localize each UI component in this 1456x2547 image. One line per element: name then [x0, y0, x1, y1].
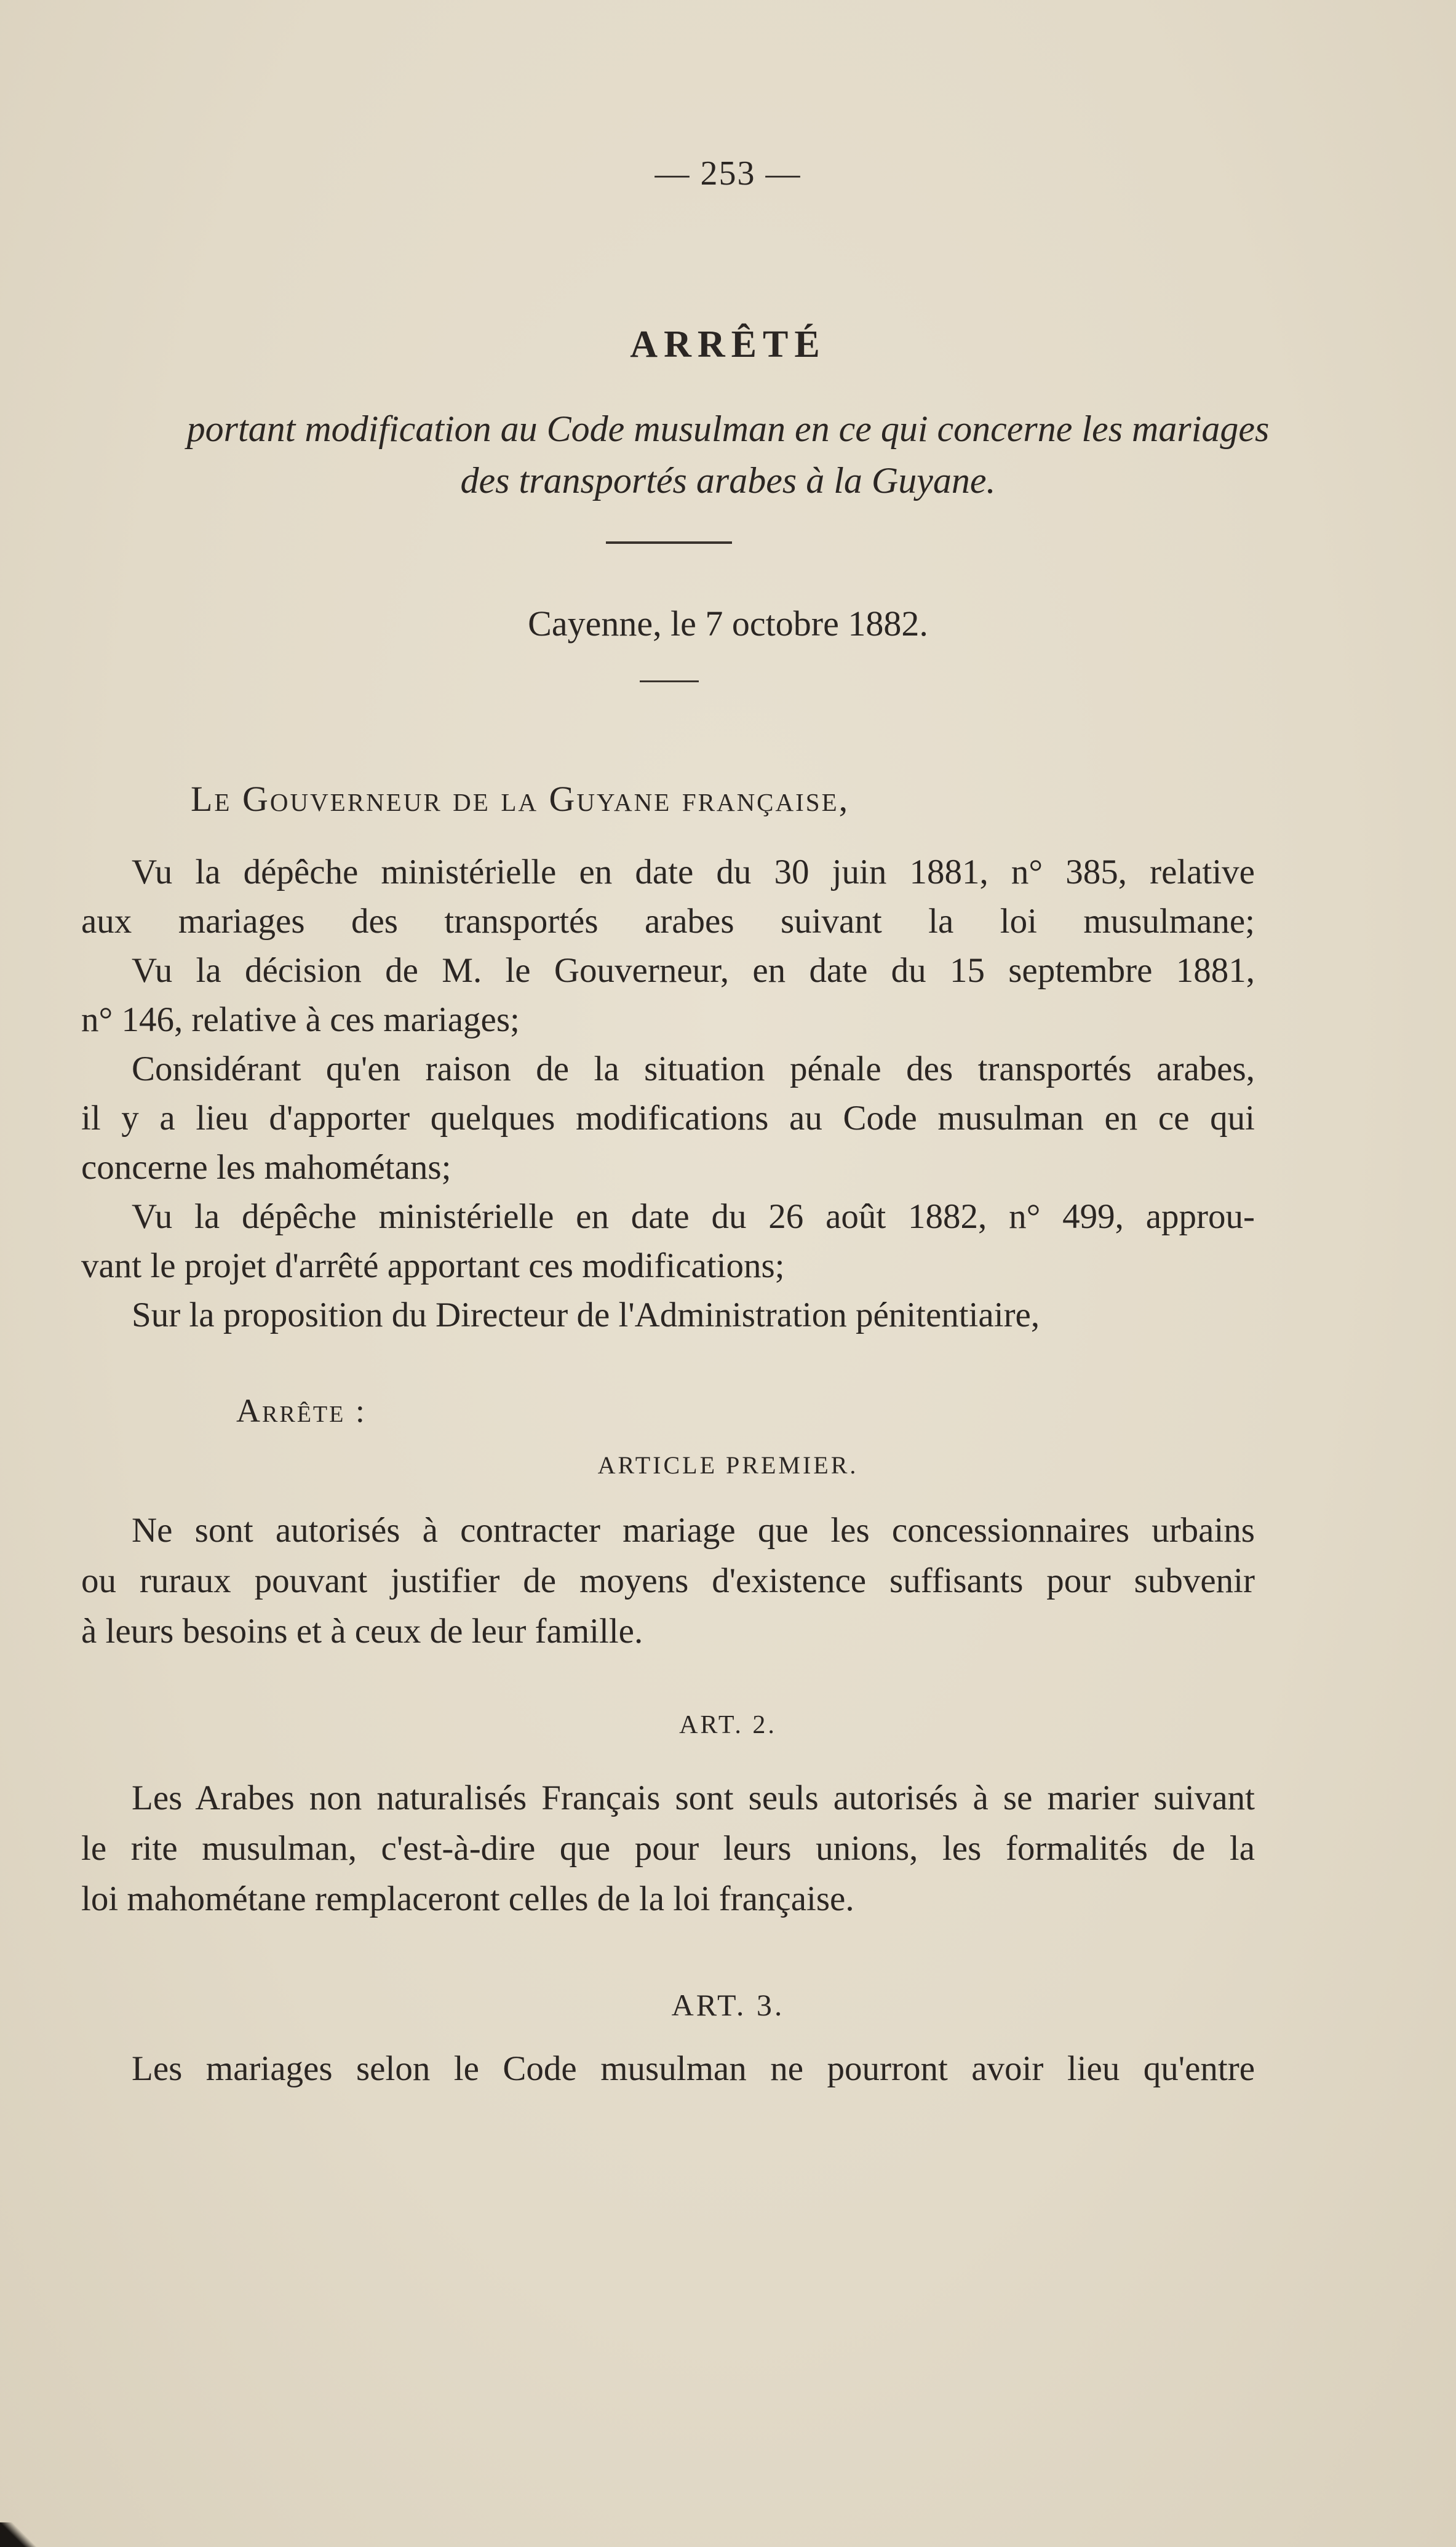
- preamble-line: Considérant qu'en raison de la situation pénale des transportés arabes,: [132, 1050, 1255, 1088]
- divider-rule-short: [640, 680, 699, 682]
- article-premier-line: ou ruraux pouvant justifier de moyens d'existence suffisants pour subvenir: [81, 1561, 1255, 1600]
- page-number: — 253 —: [654, 154, 802, 193]
- preamble-line: n° 146, relative à ces mariages;: [81, 1000, 520, 1039]
- preamble-line: vant le projet d'arrêté apportant ces modifications;: [81, 1246, 785, 1285]
- document-subtitle: [0, 403, 1456, 506]
- preamble-line: Vu la dépêche ministérielle en date du 30 juin 1881, n° 385, relative: [132, 853, 1255, 891]
- article-premier-line: à leurs besoins et à ceux de leur famille.: [81, 1612, 643, 1651]
- scan-corner-shadow: [0, 2522, 37, 2547]
- place-date: Cayenne, le 7 octobre 1882.: [528, 604, 928, 644]
- article-2-line: loi mahométane remplaceront celles de la loi française.: [81, 1879, 854, 1918]
- preamble-line: Vu la décision de M. le Gouverneur, en date du 15 septembre 1881,: [132, 951, 1255, 990]
- subtitle-line-1: portant modification au Code musulman en ce qui concerne les mariages: [186, 409, 1270, 449]
- divider-rule: [606, 541, 732, 544]
- article-2-line: le rite musulman, c'est-à-dire que pour leurs unions, les formalités de la: [81, 1829, 1255, 1868]
- preamble-line: concerne les mahométans;: [81, 1148, 452, 1187]
- subtitle-line-2: des transportés arabes à la Guyane.: [460, 460, 996, 501]
- article-3-heading: ART. 3.: [671, 1988, 785, 2022]
- preamble-line: Vu la dépêche ministérielle en date du 26 août 1882, n° 499, approu-: [132, 1197, 1255, 1236]
- preamble-line: aux mariages des transportés arabes suivant la loi musulmane;: [81, 902, 1255, 941]
- document-title: ARRÊTÉ: [630, 324, 826, 365]
- article-premier-line: Ne sont autorisés à contracter mariage que les concessionnaires urbains: [132, 1511, 1255, 1550]
- governor-heading: Le Gouverneur de la Guyane française,: [191, 779, 850, 819]
- article-2-line: Les Arabes non naturalisés Français sont seuls autorisés à se marier suivant: [132, 1779, 1255, 1817]
- arrete-label: Arrête :: [236, 1392, 367, 1429]
- article-3-line: Les mariages selon le Code musulman ne pourront avoir lieu qu'entre: [132, 2049, 1255, 2088]
- article-premier-heading: ARTICLE PREMIER.: [597, 1451, 859, 1479]
- preamble-line: il y a lieu d'apporter quelques modifications au Code musulman en ce qui: [81, 1099, 1255, 1138]
- article-2-heading: ART. 2.: [679, 1711, 777, 1739]
- preamble-line: Sur la proposition du Directeur de l'Administration pénitentiaire,: [132, 1296, 1040, 1334]
